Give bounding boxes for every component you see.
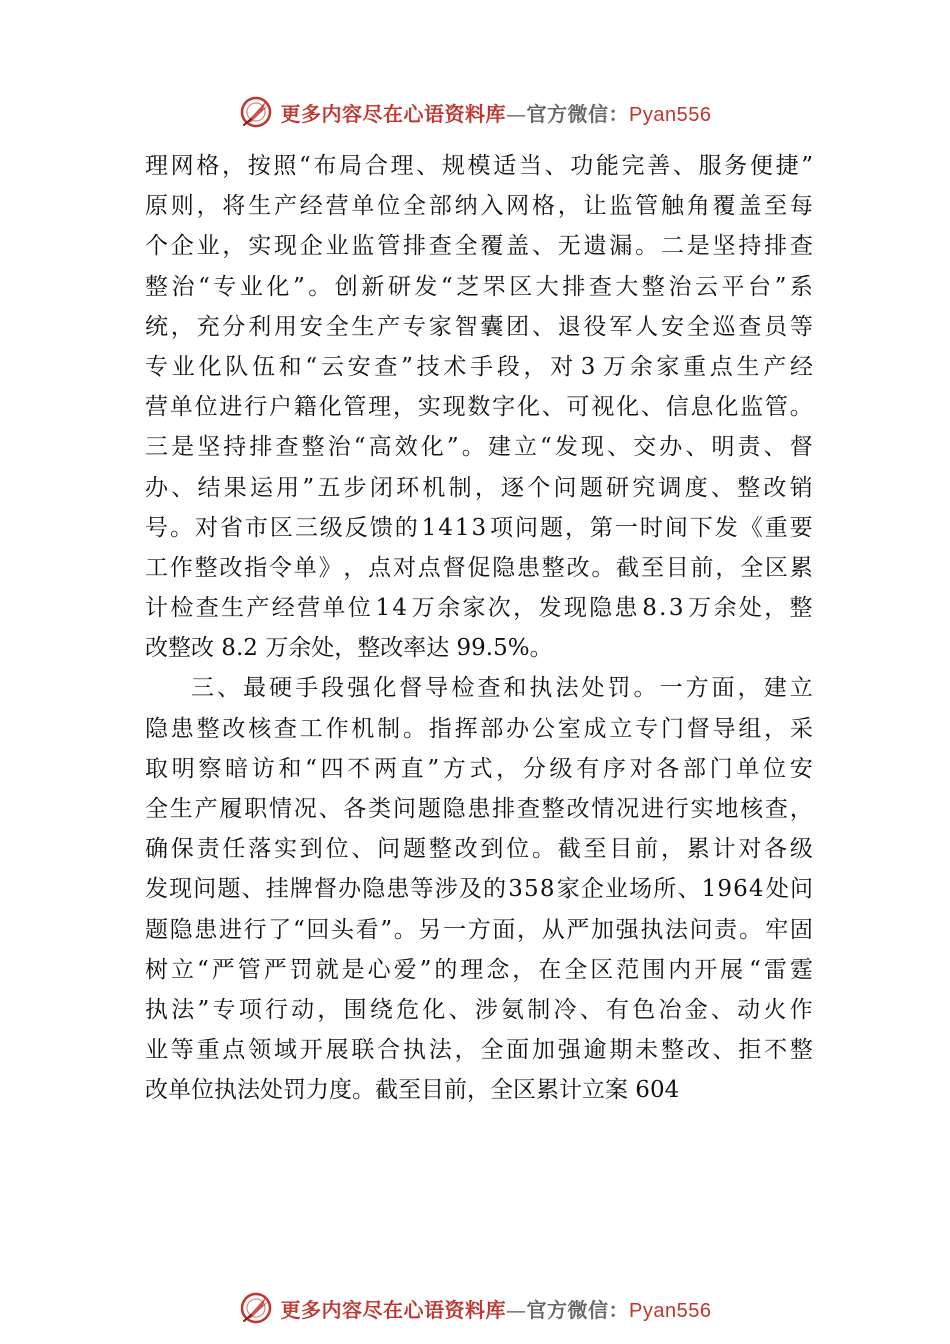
banner-account: Pyan556 xyxy=(629,1299,712,1322)
banner-dash: — xyxy=(506,101,527,126)
text-line: 执 法 ” 专 项 行 动 ， 围 绕 危 化 、 涉 氨 制 冷 、 有 色 冶 金 、 动 火 作 xyxy=(145,996,813,1023)
text-line: 隐 患 整 改 核 查 工 作 机 制 。 指 挥 部 办 公 室 成 立 专 门 督 导 组 ， 采 xyxy=(145,715,813,742)
text-line: 号 。 对 省 市 区 三 级 反 馈 的 1 4 1 3 项 问 题 ， 第 一 时 间 下 发 《 重 要 xyxy=(145,514,813,541)
text-line: 整 治 “ 专 业 化 ” 。 创 新 研 发 “ 芝 罘 区 大 排 查 大 整 治 云 平 台 ” 系 xyxy=(145,273,813,300)
banner-label: 官方微信： xyxy=(526,101,630,126)
text-line: 业 等 重 点 领 域 开 展 联 合 执 法 ， 全 面 加 强 逾 期 未 整 改 、 拒 不 整 xyxy=(145,1037,813,1064)
footer-banner xyxy=(0,1288,950,1328)
text-line: 题 隐 患 进 行 了 “ 回 头 看 ” 。 另 一 方 面 ， 从 严 加 强 执 法 问 责 。 牢 固 xyxy=(145,916,813,943)
banner-dash: — xyxy=(506,1297,527,1322)
text-line: 计 检 查 生 产 经 营 单 位 1 4 万 余 家 次 ， 发 现 隐 患 8 . 3 万 余 处 ， 整 xyxy=(145,595,813,622)
text-line: 工 作 整 改 指 令 单 》 ， 点 对 点 督 促 隐 患 整 改 。 截 至 目 前 ， 全 区 累 xyxy=(145,554,813,581)
text-line: 确 保 责 任 落 实 到 位 、 问 题 整 改 到 位 。 截 至 目 前 ， 累 计 对 各 级 xyxy=(145,836,813,863)
text-line: 原 则 ， 将 生 产 经 营 单 位 全 部 纳 入 网 格 ， 让 监 管 触 角 覆 盖 至 每 xyxy=(145,193,813,220)
text-line: 改整改 8.2 万余处，整改率达 99.5%。 xyxy=(145,635,553,662)
text-line: 理 网 格 ， 按 照 “ 布 局 合 理 、 规 模 适 当 、 功 能 完 善 、 服 务 便 捷 ” xyxy=(145,153,813,179)
quill-seal-icon xyxy=(239,1291,273,1325)
banner-account: Pyan556 xyxy=(629,103,712,126)
text-line: 办 、 结 果 运 用 ” 五 步 闭 环 机 制 ， 逐 个 问 题 研 究 调 度 、 整 改 销 xyxy=(145,474,813,501)
banner-text xyxy=(281,98,712,127)
text-line: 三 是 坚 持 排 查 整 治 “ 高 效 化 ” 。 建 立 “ 发 现 、 交 办 、 明 责 、 督 xyxy=(145,434,813,461)
text-line: 专 业 化 队 伍 和 “ 云 安 查 ” 技 术 手 段 ， 对 3 万 余 家 重 点 生 产 经 xyxy=(145,353,813,380)
header-banner xyxy=(0,92,950,132)
text-line: 统 ， 充 分 利 用 安 全 生 产 专 家 智 囊 团 、 退 役 军 人 安 全 巡 查 员 等 xyxy=(145,313,813,340)
text-line: 改单位执法处罚力度。截至目前，全区累计立案 604 xyxy=(145,1077,680,1104)
text-line: 个 企 业 ， 实 现 企 业 监 管 排 查 全 覆 盖 、 无 遗 漏 。 二 是 坚 持 排 查 xyxy=(145,233,813,260)
banner-label: 官方微信： xyxy=(526,1297,630,1322)
document-body xyxy=(145,146,813,1111)
banner-title: 更多内容尽在心语资料库 xyxy=(280,101,507,126)
banner-text xyxy=(281,1294,712,1323)
text-line: 营 单 位 进 行 户 籍 化 管 理 ， 实 现 数 字 化 、 可 视 化 、 信 息 化 监 管 。 xyxy=(145,394,813,421)
text-line: 发 现 问 题 、 挂 牌 督 办 隐 患 等 涉 及 的 3 5 8 家 企 业 场 所 、 1 9 6 4 处 问 xyxy=(145,876,813,903)
text-line: 全 生 产 履 职 情 况 、 各 类 问 题 隐 患 排 查 整 改 情 况 进 行 实 地 核 查 ， xyxy=(145,796,813,822)
text-line: 树 立 “ 严 管 严 罚 就 是 心 爱 ” 的 理 念 ， 在 全 区 范 围 内 开 展 “ 雷 霆 xyxy=(145,956,813,983)
section-heading-line: 三 、 最 硬 手 段 强 化 督 导 检 查 和 执 法 处 罚 。 一 方 面 ， 建 立 xyxy=(191,675,813,702)
quill-seal-icon xyxy=(239,95,273,129)
banner-title: 更多内容尽在心语资料库 xyxy=(280,1297,507,1322)
text-line: 取 明 察 暗 访 和 “ 四 不 两 直 ” 方 式 ， 分 级 有 序 对 各 部 门 单 位 安 xyxy=(145,755,813,782)
